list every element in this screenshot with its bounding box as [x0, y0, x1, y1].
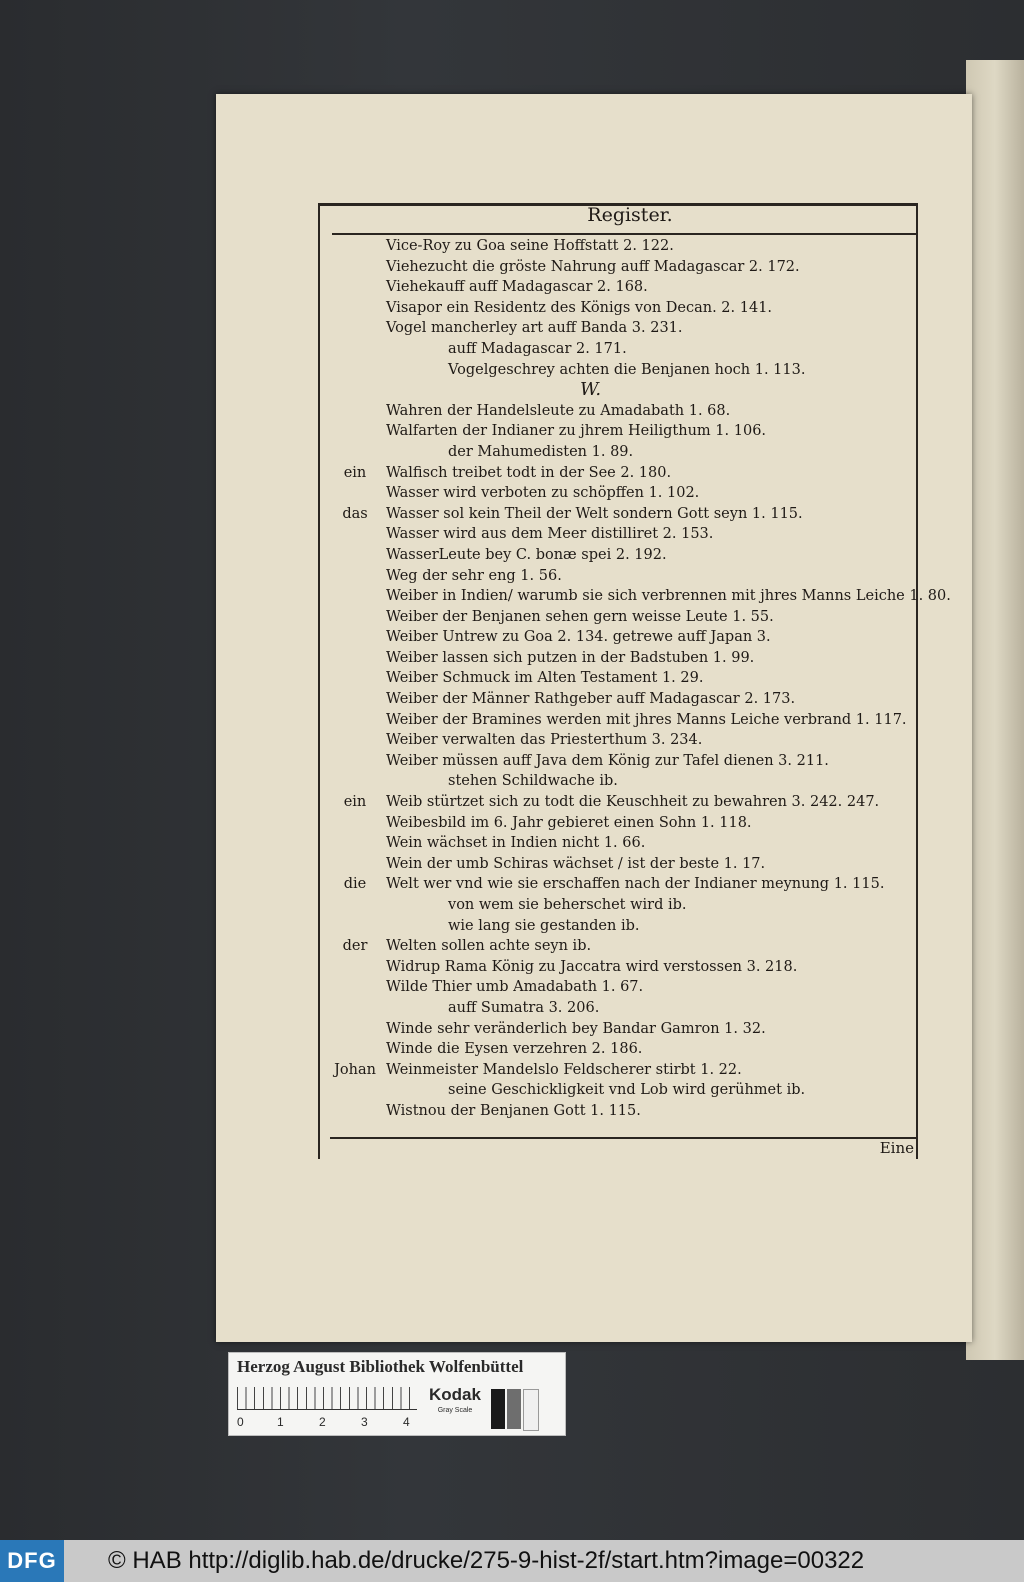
scale-number: 4	[403, 1415, 410, 1429]
entry-text: Visapor ein Residentz des Königs von Decan. 2. 141.	[386, 299, 773, 316]
entry-text: Widrup Rama König zu Jaccatra wird verstossen 3. 218.	[386, 958, 798, 975]
entry-article: ein	[343, 464, 367, 481]
gray-swatch-mid	[507, 1389, 521, 1429]
scale-number: 1	[277, 1415, 284, 1429]
register-entry	[330, 401, 914, 422]
entry-text: Weinmeister Mandelslo Feldscherer stirbt 1. 22.	[386, 1061, 742, 1078]
register-entry	[330, 524, 914, 545]
entry-text: Wein wächset in Indien nicht 1. 66.	[386, 835, 646, 852]
entry-text: auff Madagascar 2. 171.	[448, 340, 627, 357]
entry-text: Viehezucht die gröste Nahrung auff Madagascar 2. 172.	[386, 258, 800, 275]
register-entry	[330, 607, 914, 628]
register-entry	[330, 586, 951, 607]
register-entry	[330, 463, 914, 484]
entry-text: Weiber müssen auff Java dem König zur Tafel dienen 3. 211.	[386, 752, 829, 769]
register-entry	[330, 1039, 914, 1060]
color-scale-card	[228, 1352, 566, 1436]
register-entry	[330, 854, 914, 875]
register-entries	[330, 236, 951, 1122]
register-entry	[330, 318, 914, 339]
entry-text: der Mahumedisten 1. 89.	[448, 443, 634, 460]
register-entry	[330, 977, 914, 998]
register-entry	[330, 689, 914, 710]
library-name: Herzog August Bibliothek Wolfenbüttel	[237, 1357, 524, 1376]
register-entry	[330, 730, 914, 751]
entry-article: das	[342, 505, 368, 522]
entry-text: Welten sollen achte seyn ib.	[386, 938, 592, 955]
register-entry	[330, 257, 914, 278]
entry-text: Winde sehr veränderlich bey Bandar Gamron 1. 32.	[386, 1020, 766, 1037]
register-entry	[330, 566, 914, 587]
register-entry	[330, 421, 914, 442]
entry-text: Weiber der Männer Rathgeber auff Madagascar 2. 173.	[386, 691, 796, 708]
scale-number: 0	[237, 1415, 244, 1429]
running-head: Register.	[587, 204, 673, 226]
entry-text: auff Sumatra 3. 206.	[448, 999, 600, 1016]
catchword: Eine	[879, 1139, 914, 1157]
kodak-subtitle: Gray Scale	[437, 1407, 473, 1414]
scale-number: 2	[319, 1415, 326, 1429]
entry-text: WasserLeute bey C. bonæ spei 2. 192.	[386, 546, 667, 563]
gray-swatch-black	[491, 1389, 505, 1429]
frame-left-rule	[318, 203, 320, 1159]
register-entry	[330, 483, 914, 504]
register-entry	[330, 1019, 914, 1040]
register-entry	[330, 277, 914, 298]
register-entry	[330, 442, 914, 463]
entry-text: von wem sie beherschet wird ib.	[448, 897, 687, 913]
entry-article: die	[343, 876, 367, 893]
register-entry	[330, 833, 914, 854]
register-entry	[330, 627, 914, 648]
entry-text: Wistnou der Benjanen Gott 1. 115.	[386, 1102, 641, 1119]
entry-text: Wilde Thier umb Amadabath 1. 67.	[386, 979, 644, 996]
header-rule	[332, 233, 916, 235]
entry-text: stehen Schildwache ib.	[448, 773, 618, 790]
footer-copyright: © HAB http://diglib.hab.de/drucke/275-9-hist-2f/start.htm?image=00322	[108, 1547, 865, 1574]
entry-text: Weiber lassen sich putzen in der Badstuben 1. 99.	[386, 649, 755, 666]
register-entry	[330, 936, 914, 957]
register-entry	[330, 339, 914, 360]
register-entry	[330, 360, 914, 381]
entry-text: Walfisch treibet todt in der See 2. 180.	[386, 464, 672, 481]
register-entry	[330, 813, 914, 834]
dfg-logo: DFG	[0, 1540, 64, 1582]
scale-number: 3	[361, 1415, 368, 1429]
register-entry	[330, 874, 914, 895]
entry-text: wie lang sie gestanden ib.	[448, 917, 640, 934]
entry-text: Weiber verwalten das Priesterthum 3. 234.	[386, 732, 703, 749]
entry-text: Weiber Schmuck im Alten Testament 1. 29.	[386, 670, 704, 687]
entry-text: Weiber in Indien/ warumb sie sich verbrennen mit jhres Manns Leiche 1. 80.	[386, 588, 951, 605]
entry-text: Weiber Untrew zu Goa 2. 134. getrewe auff Japan 3.	[386, 629, 771, 646]
register-entry	[330, 710, 914, 731]
entry-text: Weiber der Bramines werden mit jhres Manns Leiche verbrand 1. 117.	[386, 711, 907, 728]
entry-text: Welt wer vnd wie sie erschaffen nach der Indianer meynung 1. 115.	[386, 876, 885, 893]
scale-numbers	[233, 1415, 433, 1431]
entry-text: Viehekauff auff Madagascar 2. 168.	[386, 279, 648, 296]
entry-text: Weiber der Benjanen sehen gern weisse Leute 1. 55.	[386, 608, 774, 625]
register-entry	[330, 792, 914, 813]
entry-text: Vogelgeschrey achten die Benjanen hoch 1. 113.	[448, 361, 806, 378]
entry-text: Wasser sol kein Theil der Welt sondern Gott seyn 1. 115.	[386, 505, 803, 522]
frame-right-rule	[916, 203, 918, 1159]
register-entry	[330, 751, 914, 772]
register-entry	[330, 1101, 914, 1122]
register-entry	[330, 236, 914, 257]
frame-bottom-rule	[330, 1137, 916, 1139]
entry-text: Wahren der Handelsleute zu Amadabath 1. 68.	[386, 402, 731, 419]
entry-article: der	[342, 938, 368, 955]
entry-text: Wein der umb Schiras wächset / ist der beste 1. 17.	[386, 855, 766, 872]
entry-text: Weib stürtzet sich zu todt die Keuschheit zu bewahren 3. 242. 247.	[386, 794, 880, 811]
register-entry	[330, 957, 914, 978]
entry-text: Vogel mancherley art auff Banda 3. 231.	[386, 320, 683, 337]
register-entry	[330, 1080, 914, 1101]
gray-swatch-white	[523, 1389, 539, 1431]
entry-text: Wasser wird aus dem Meer distilliret 2. 153.	[386, 526, 714, 543]
section-letter-text: W.	[580, 379, 602, 401]
facing-page-edge	[966, 60, 1024, 1360]
section-letter	[330, 380, 914, 401]
register-entry	[330, 916, 914, 937]
entry-text: Winde die Eysen verzehren 2. 186.	[386, 1041, 643, 1058]
register-entry	[330, 545, 914, 566]
scale-ruler	[237, 1387, 417, 1410]
entry-text: Wasser wird verboten zu schöpffen 1. 102.	[386, 485, 700, 502]
kodak-logo: Kodak	[429, 1385, 481, 1404]
entry-text: seine Geschickligkeit vnd Lob wird gerühmet ib.	[448, 1082, 806, 1099]
entry-article: Johan	[334, 1061, 376, 1078]
entry-text: Weg der sehr eng 1. 56.	[386, 567, 562, 584]
register-entry	[330, 998, 914, 1019]
entry-text: Vice-Roy zu Goa seine Hoffstatt 2. 122.	[386, 238, 674, 254]
entry-article: ein	[343, 794, 367, 811]
entry-text: Walfarten der Indianer zu jhrem Heiligthum 1. 106.	[386, 423, 767, 440]
register-entry	[330, 668, 914, 689]
register-entry	[330, 504, 914, 525]
footer-bar	[0, 1540, 1024, 1582]
register-entry	[330, 298, 914, 319]
register-entry	[330, 648, 914, 669]
register-entry	[330, 771, 914, 792]
entry-text: Weibesbild im 6. Jahr gebieret einen Sohn 1. 118.	[386, 814, 752, 831]
register-entry	[330, 1060, 914, 1081]
register-entry	[330, 895, 914, 916]
